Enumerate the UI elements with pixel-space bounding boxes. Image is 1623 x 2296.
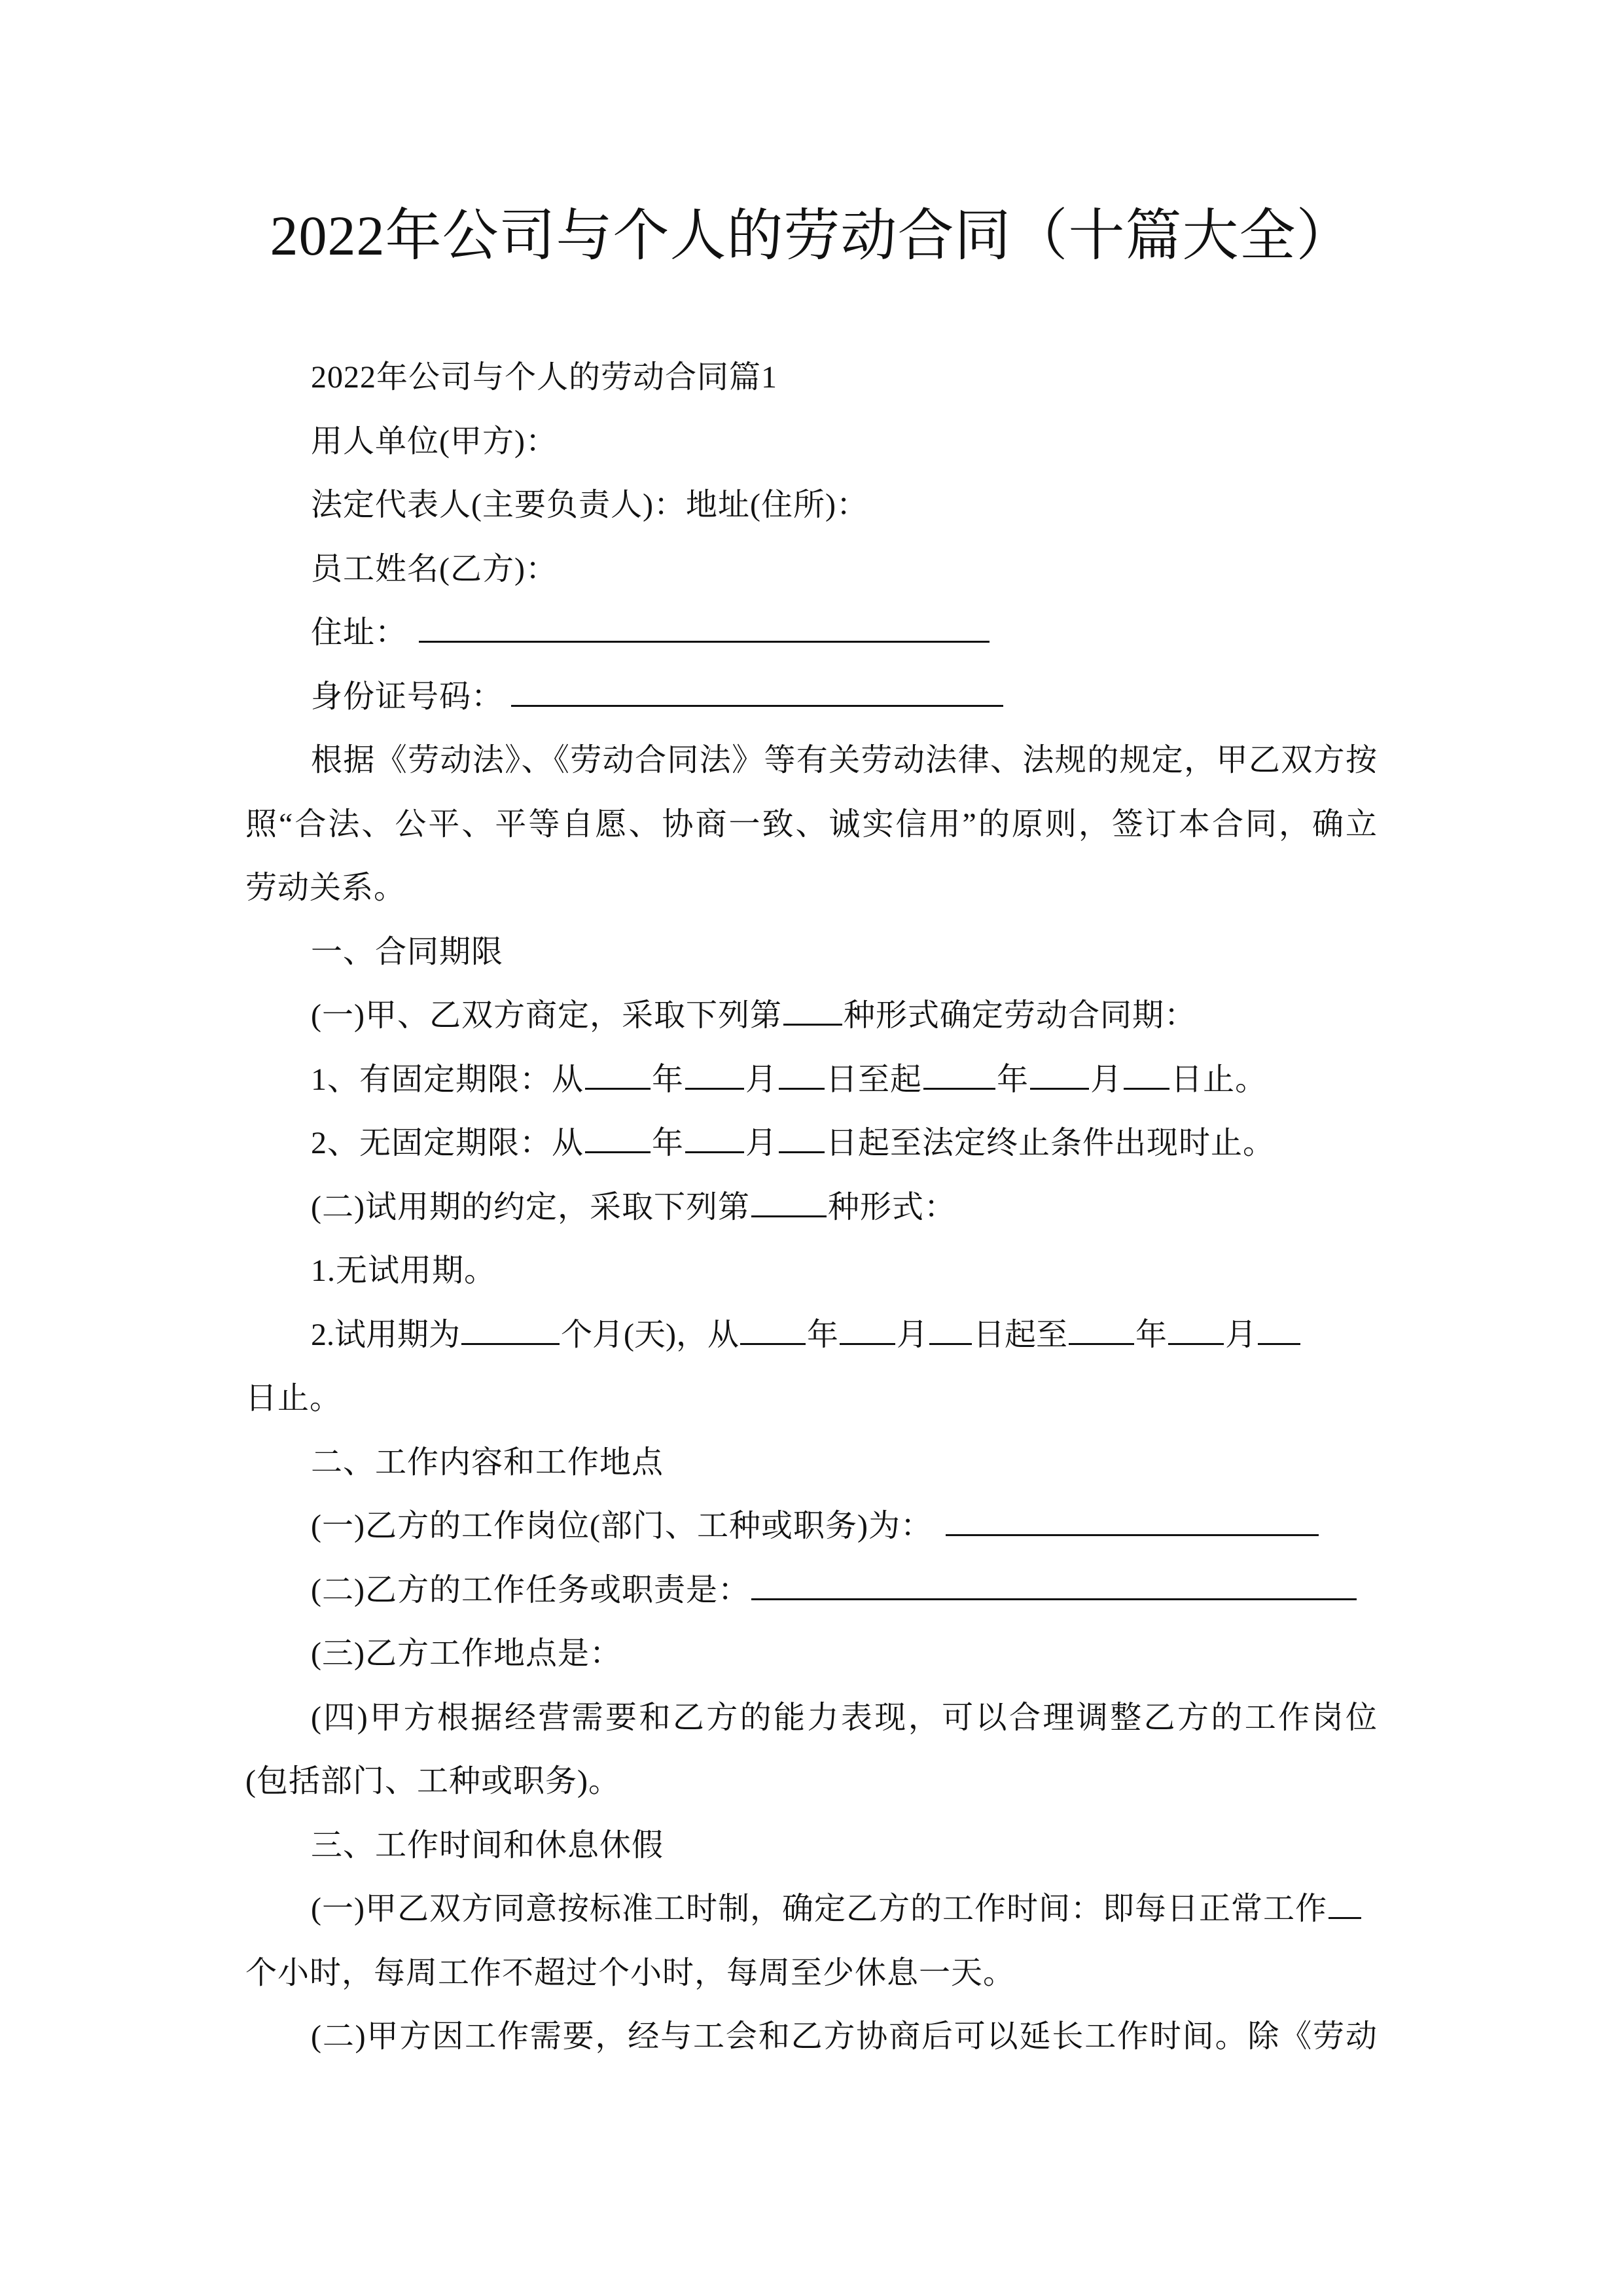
- work-location-field: (三)乙方工作地点是：: [311, 1636, 622, 1671]
- clause-text: 日起至: [973, 1317, 1068, 1352]
- fixed-term-clause: [245, 1048, 1378, 1112]
- start-year-blank[interactable]: [585, 1063, 651, 1090]
- clause-text: 月: [1225, 1317, 1257, 1352]
- clause-text: 日起至法定终止条件出现时止。: [826, 1126, 1275, 1160]
- clause-text: (一)甲、乙双方商定，采取下列第: [311, 998, 782, 1033]
- work-hours-line-1: [245, 1877, 1378, 1941]
- no-probation-option: 1.无试用期。: [311, 1253, 497, 1288]
- legal-rep-field: 法定代表人(主要负责人)：地址(住所)：: [311, 488, 868, 522]
- probation-end-year-blank[interactable]: [1069, 1318, 1134, 1345]
- address-field: [245, 601, 1378, 665]
- work-hours-line-2: 个小时，每周工作不超过个小时，每周至少休息一天。: [245, 1955, 1016, 1990]
- document-body: [245, 346, 1378, 2069]
- open-start-month-blank[interactable]: [685, 1126, 744, 1153]
- address-blank[interactable]: [419, 616, 990, 643]
- probation-form-clause: [245, 1175, 1378, 1240]
- job-position-field: [245, 1494, 1378, 1558]
- section-1-heading: 一、合同期限: [311, 934, 504, 969]
- preamble-line-2: 照“合法、公平、平等自愿、协商一致、诚实信用”的原则，签订本合同，确立: [245, 806, 1378, 842]
- clause-text: 日至起: [826, 1062, 923, 1097]
- term-form-blank[interactable]: [783, 999, 842, 1026]
- clause-text: 月: [745, 1126, 778, 1160]
- clause-text: 日止。: [1171, 1062, 1268, 1097]
- probation-end-day-blank[interactable]: [1258, 1318, 1300, 1345]
- end-year-blank[interactable]: [923, 1063, 995, 1090]
- clause-text: (二)乙方的工作任务或职责是：: [311, 1572, 750, 1607]
- probation-start-day-blank[interactable]: [929, 1318, 972, 1345]
- id-number-blank[interactable]: [511, 680, 1003, 707]
- clause-text: 月: [897, 1317, 929, 1352]
- daily-hours-blank[interactable]: [1329, 1892, 1361, 1919]
- open-start-day-blank[interactable]: [779, 1126, 825, 1153]
- section-title: 2022年公司与个人的劳动合同篇1: [311, 360, 778, 395]
- party-b-field: 员工姓名(乙方)：: [311, 551, 558, 586]
- clause-text: 年: [652, 1126, 685, 1160]
- id-number-field: [245, 665, 1378, 729]
- probation-length-blank[interactable]: [461, 1318, 560, 1345]
- probation-end-month-blank[interactable]: [1168, 1318, 1224, 1345]
- clause-text: 年: [997, 1062, 1029, 1097]
- clause-text: 年: [652, 1062, 685, 1097]
- probation-start-month-blank[interactable]: [840, 1318, 895, 1345]
- clause-text: 种形式：: [827, 1189, 956, 1225]
- position-adjust-line-2: (包括部门、工种或职务)。: [245, 1764, 620, 1799]
- preamble-line-1: 根据《劳动法》、《劳动合同法》等有关劳动法律、法规的规定，甲乙双方按: [311, 743, 1378, 778]
- section-2-heading: 二、工作内容和工作地点: [311, 1444, 664, 1480]
- job-duties-field: [245, 1558, 1378, 1623]
- clause-text: (二)试用期的约定，采取下列第: [311, 1189, 750, 1225]
- clause-text: 2、无固定期限：从: [311, 1126, 584, 1160]
- clause-text: 个月(天)，从: [561, 1317, 739, 1352]
- preamble-line-3: 劳动关系。: [245, 870, 406, 905]
- clause-text: 年: [1135, 1317, 1168, 1352]
- clause-text: (一)乙方的工作岗位(部门、工种或职务)为：: [311, 1509, 933, 1543]
- probation-period-end: 日止。: [245, 1381, 342, 1416]
- clause-text: 月: [745, 1062, 778, 1097]
- clause-text: 1、有固定期限：从: [311, 1062, 584, 1097]
- document-title: 2022年公司与个人的劳动合同（十篇大全）: [270, 204, 1353, 267]
- clause-text: 种形式确定劳动合同期：: [843, 998, 1196, 1033]
- id-number-label: 身份证号码：: [311, 679, 504, 714]
- open-term-clause: [245, 1111, 1378, 1175]
- clause-text: 2.试用期为: [311, 1317, 461, 1352]
- clause-text: 月: [1090, 1062, 1123, 1097]
- probation-form-blank[interactable]: [751, 1191, 827, 1217]
- clause-text: (一)甲乙双方同意按标准工时制，确定乙方的工作时间：即每日正常工作: [311, 1892, 1327, 1926]
- open-start-year-blank[interactable]: [585, 1126, 651, 1153]
- section-3-heading: 三、工作时间和休息休假: [311, 1827, 664, 1863]
- address-label: 住址：: [311, 615, 408, 650]
- party-a-field: 用人单位(甲方)：: [311, 423, 558, 459]
- end-month-blank[interactable]: [1030, 1063, 1089, 1090]
- start-month-blank[interactable]: [685, 1063, 744, 1090]
- position-adjust-line-1: (四)甲方根据经营需要和乙方的能力表现，可以合理调整乙方的工作岗位: [311, 1700, 1378, 1735]
- job-duties-blank[interactable]: [751, 1573, 1357, 1600]
- probation-start-year-blank[interactable]: [740, 1318, 806, 1345]
- start-day-blank[interactable]: [779, 1063, 825, 1090]
- probation-period-clause: [245, 1303, 1378, 1367]
- overtime-line-1: (二)甲方因工作需要，经与工会和乙方协商后可以延长工作时间。除《劳动: [311, 2019, 1378, 2054]
- end-day-blank[interactable]: [1124, 1063, 1169, 1090]
- term-form-clause: [245, 984, 1378, 1048]
- job-position-blank[interactable]: [946, 1509, 1319, 1536]
- clause-text: 年: [807, 1317, 839, 1352]
